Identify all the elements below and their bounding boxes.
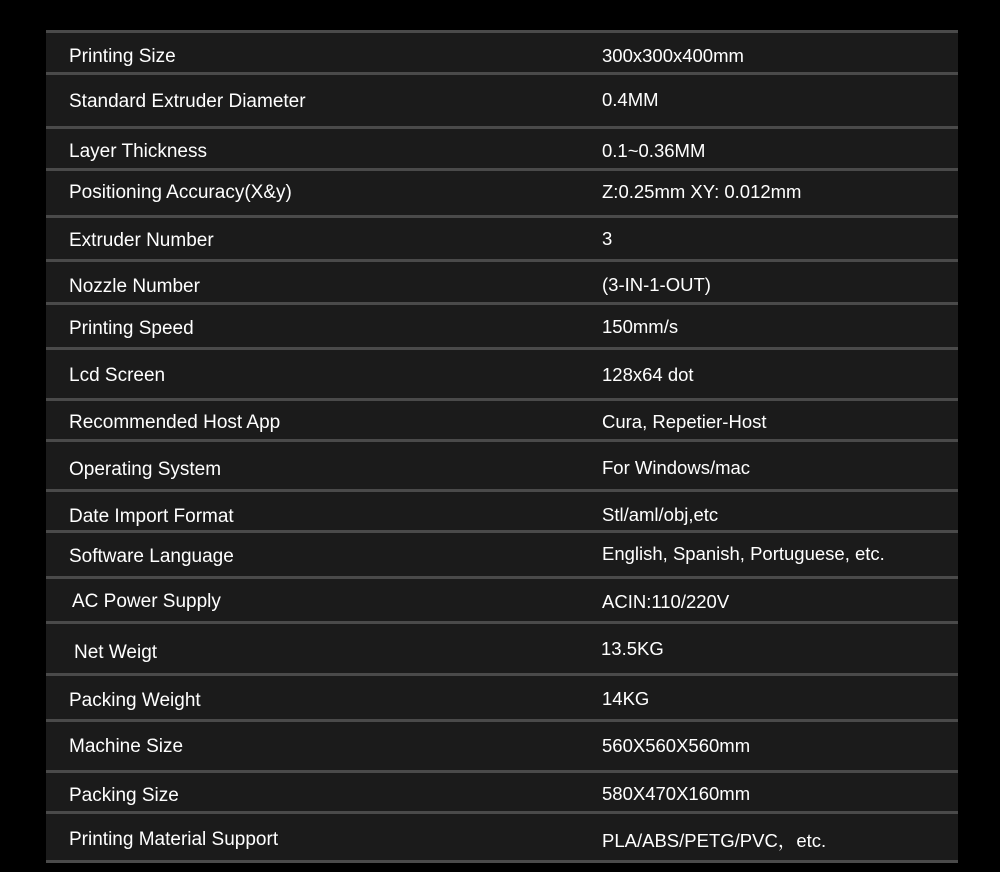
spec-row-printing-speed [46, 305, 958, 350]
spec-label: Printing Size [69, 46, 176, 67]
spec-row-material-support [46, 814, 958, 863]
spec-value: 300x300x400mm [602, 45, 744, 66]
spec-label: Operating System [69, 459, 222, 480]
spec-value: For Windows/mac [602, 457, 751, 478]
spec-row-nozzle-number [46, 262, 958, 305]
spec-row-extruder-diameter [46, 75, 958, 129]
spec-value: 13.5KG [601, 638, 664, 659]
spec-value: 580X470X160mm [602, 783, 751, 804]
spec-row-packing-weight [46, 676, 958, 722]
spec-label: Software Language [69, 546, 234, 567]
spec-row-printing-size [46, 33, 958, 75]
spec-row-import-format [46, 492, 958, 533]
spec-label: Printing Material Support [69, 829, 279, 850]
spec-value: ACIN:110/220V [602, 591, 730, 612]
spec-label: Machine Size [69, 736, 184, 757]
spec-value: (3-IN-1-OUT) [602, 274, 711, 295]
spec-label: Printing Speed [69, 318, 194, 339]
spec-row-lcd-screen [46, 350, 958, 401]
spec-row-power-supply [46, 579, 958, 624]
spec-label: Layer Thickness [69, 141, 207, 162]
spec-value: 14KG [602, 688, 650, 709]
spec-label: Positioning Accuracy(X&y) [69, 182, 292, 203]
spec-label: Extruder Number [69, 230, 214, 251]
spec-value: Cura, Repetier-Host [602, 411, 767, 432]
spec-label: Standard Extruder Diameter [69, 91, 306, 112]
spec-row-layer-thickness [46, 129, 958, 171]
spec-label: Recommended Host App [69, 412, 281, 433]
spec-row-host-app [46, 401, 958, 442]
spec-value: English, Spanish, Portuguese, etc. [602, 543, 885, 564]
spec-label: AC Power Supply [72, 591, 221, 612]
spec-label: Lcd Screen [69, 365, 166, 386]
spec-value: 128x64 dot [602, 364, 694, 385]
spec-row-positioning-accuracy [46, 171, 958, 218]
spec-value: Z:0.25mm XY: 0.012mm [602, 181, 802, 202]
spec-label: Packing Weight [69, 690, 201, 711]
spec-label: Nozzle Number [69, 276, 200, 297]
spec-label: Net Weigt [74, 642, 158, 663]
spec-value: 3 [602, 228, 613, 249]
spec-value: PLA/ABS/PETG/PVC，etc. [602, 830, 827, 851]
spec-table [46, 30, 958, 863]
spec-value: 0.4MM [602, 89, 659, 110]
spec-row-software-language [46, 533, 958, 579]
spec-value: 560X560X560mm [602, 735, 751, 756]
spec-label: Packing Size [69, 785, 179, 806]
spec-value: 150mm/s [602, 316, 679, 337]
spec-value: Stl/aml/obj,etc [602, 504, 719, 525]
spec-value: 0.1~0.36MM [602, 140, 706, 161]
spec-label: Date Import Format [69, 506, 234, 527]
spec-row-packing-size [46, 773, 958, 814]
spec-row-net-weight [46, 624, 958, 676]
spec-row-machine-size [46, 722, 958, 773]
spec-row-operating-system [46, 442, 958, 492]
spec-row-extruder-number [46, 218, 958, 262]
